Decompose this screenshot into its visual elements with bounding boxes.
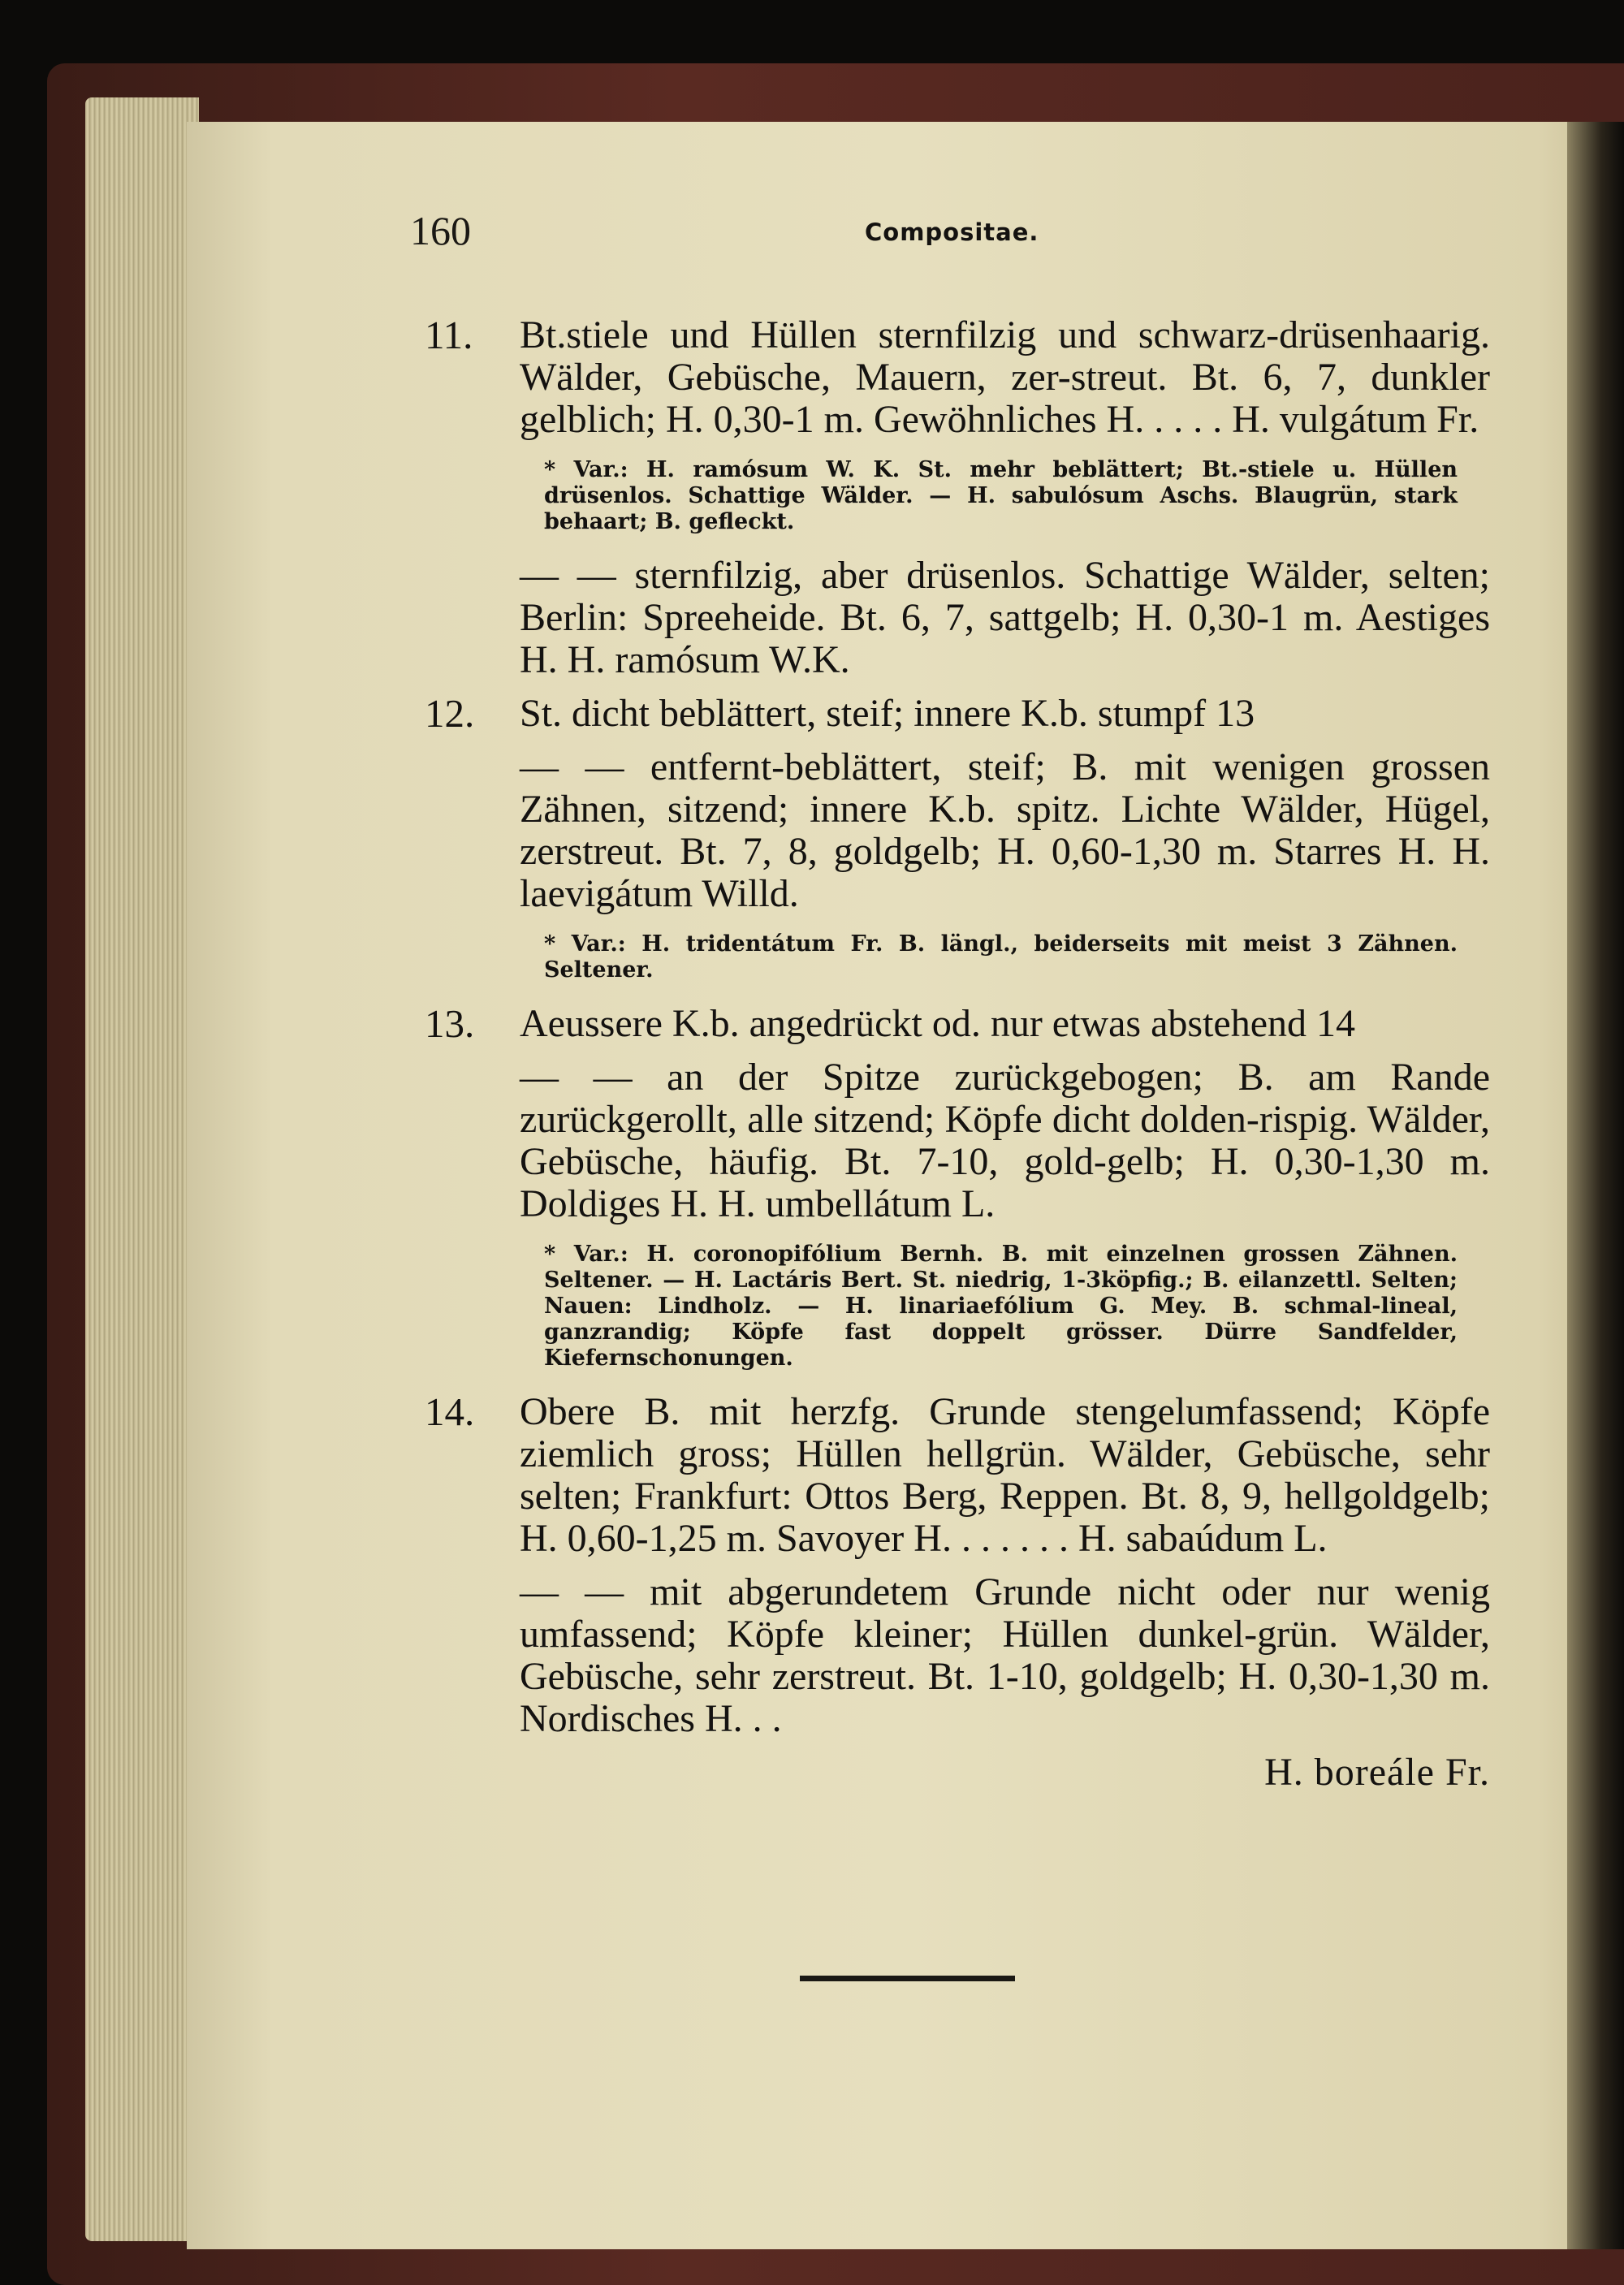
entry-text: Bt.stiele und Hüllen sternfilzig und schwarz-drüsenhaarig. Wälder, Gebüsche, Mauern, zer-streut. Bt. 6, 7, dunkler gelblich; H. 0,30-1 m. Gewöhnliches H. . . . . H. vulgátum Fr. [520,313,1490,441]
section-end-rule [800,1976,1015,1981]
key-entry-11 [410,314,1490,441]
entry-number: 11. [425,313,473,357]
page-edges [85,97,199,2241]
variety-note: * Var.: H. coronopifólium Bernh. B. mit einzelnen grossen Zähnen. Seltener. — H. Lactáris Bert. St. niedrig, 1-3köpfig.; B. eilanzettl. Selten; Nauen: Lindholz. — H. linariaefólium G. Mey. B. schmal-lineal, ganzrandig; Köpfe fast doppelt grösser. Dürre Sandfelder, Kiefernschonungen. [544,1242,1458,1371]
entry-number: 12. [425,691,475,736]
entry-text: Obere B. mit herzfg. Grunde stengelumfassend; Köpfe ziemlich gross; Hüllen hellgrün. Wälder, Gebüsche, sehr selten; Frankfurt: Ottos Berg, Reppen. Bt. 8, 9, hellgoldgelb; H. 0,60-1,25 m. Savoyer H. . . . . . . H. sabaúdum L. [520,1390,1490,1560]
entry-number: 14. [425,1389,475,1434]
key-entry-14 [410,1391,1490,1560]
taxon-name: H. boreále Fr. [1264,1751,1490,1794]
page-header [410,207,1490,272]
entry-number: 13. [425,1001,475,1046]
entry-text: Aeussere K.b. angedrückt od. nur etwas abstehend 14 [520,1002,1356,1045]
variety-note: * Var.: H. ramósum W. K. St. mehr beblättert; Bt.-stiele u. Hüllen drüsenlos. Schattige Wälder. — H. sabulósum Aschs. Blaugrün, stark behaart; B. gefleckt. [544,457,1458,534]
alternative-lead: — — sternfilzig, aber drüsenlos. Schattige Wälder, selten; Berlin: Spreeheide. Bt. 6, 7, sattgelb; H. 0,30-1 m. Aestiges H. H. ramósum W.K. [520,554,1490,681]
page-content [410,207,1490,1794]
book-gutter [1567,122,1624,2249]
page-number: 160 [410,208,471,253]
entry-text: St. dicht beblättert, steif; innere K.b. stumpf 13 [520,692,1255,735]
key-entries [410,314,1490,1794]
alternative-lead: — — an der Spitze zurückgebogen; B. am Rande zurückgerollt, alle sitzend; Köpfe dicht dolden-rispig. Wälder, Gebüsche, häufig. Bt. 7-10, gold-gelb; H. 0,30-1,30 m. Doldiges H. H. umbellátum L. [520,1056,1490,1225]
alternative-lead: — — entfernt-beblättert, steif; B. mit wenigen grossen Zähnen, sitzend; innere K.b. spitz. Lichte Wälder, Hügel, zerstreut. Bt. 7, 8, goldgelb; H. 0,60-1,30 m. Starres H. H. laevigátum Willd. [520,745,1490,915]
key-entry-13 [410,1003,1490,1045]
variety-note: * Var.: H. tridentátum Fr. B. längl., beiderseits mit meist 3 Zähnen. Seltener. [544,931,1458,983]
running-head: Compositae. [865,218,1039,246]
alternative-lead: — — mit abgerundetem Grunde nicht oder nur wenig umfassend; Köpfe kleiner; Hüllen dunkel-grün. Wälder, Gebüsche, sehr zerstreut. Bt. 1-10, goldgelb; H. 0,30-1,30 m. Nordisches H. . . [520,1570,1490,1740]
key-entry-12 [410,693,1490,735]
